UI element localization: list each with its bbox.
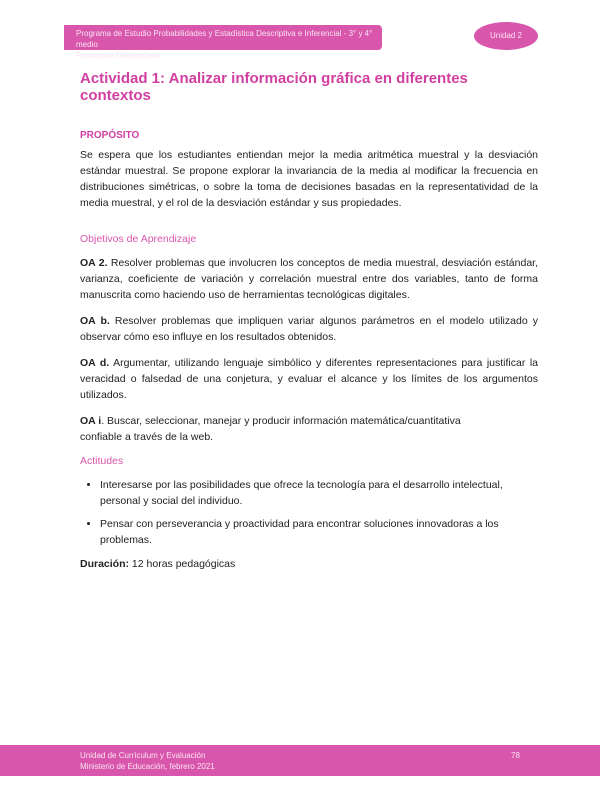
attitude-item: • Pensar con perseverancia y proactividad para encontrar soluciones innovadoras a los problemas. [100,516,538,548]
header-banner [64,25,382,60]
footer-banner [0,745,600,776]
header-formation: Formación Diferenciada [76,51,161,60]
objectives-heading: Objetivos de Aprendizaje [80,233,197,245]
duration: Duración: 12 horas pedagógicas [80,558,236,570]
purpose-text: Se espera que los estudiantes entiendan mejor la media aritmética muestral y la desviación estándar muestral. Se propone explorar la invariancia de la media al modificar la frecuencia en distribuciones simétricas, o sobre la toma de decisiones basadas en la representatividad de la media muestral, y el rol de la desviación estándar y sus propiedades. [80,149,538,209]
content [80,70,538,582]
objective-item: OA d. Argumentar, utilizando lenguaje simbólico y diferentes representaciones para justificar la veracidad o falsedad de una conjetura, y evaluar el alcance y los límites de los argumentos utilizados. [80,357,538,401]
objective-item: OA b. Resolver problemas que impliquen variar algunos parámetros en el modelo utilizado y observar cómo eso influye en los resultados obtenidos. [80,315,539,343]
purpose-heading: PROPÓSITO [80,130,140,141]
attitudes-heading: Actitudes [80,455,124,467]
header-program: Programa de Estudio Probabilidades y Estadística Descriptiva e Inferencial - 3° y 4° medio [76,29,373,49]
unit-badge: Unidad 2 [474,22,538,50]
footer-unit: Unidad de Currículum y Evaluación [80,751,206,760]
objective-item: OA i. Buscar, seleccionar, manejar y producir información matemática/cuantitativa confiable a través de la web. [80,415,461,443]
attitude-item: • Interesarse por las posibilidades que ofrece la tecnología para el desarrollo intelectual, personal y social del individuo. [100,477,538,509]
page-number: 78 [511,751,520,760]
objective-item: OA 2. Resolver problemas que involucren los conceptos de media muestral, desviación estándar, varianza, coeficiente de variación y correlación muestral entre dos variables, tanto de forma manuscrita como haciendo uso de herramientas tecnológicas digitales. [80,257,538,301]
footer-ministry: Ministerio de Educación, febrero 2021 [80,762,215,771]
page-title: Actividad 1: Analizar información gráfica en diferentes contextos [80,70,468,104]
attitudes-list [80,477,538,548]
